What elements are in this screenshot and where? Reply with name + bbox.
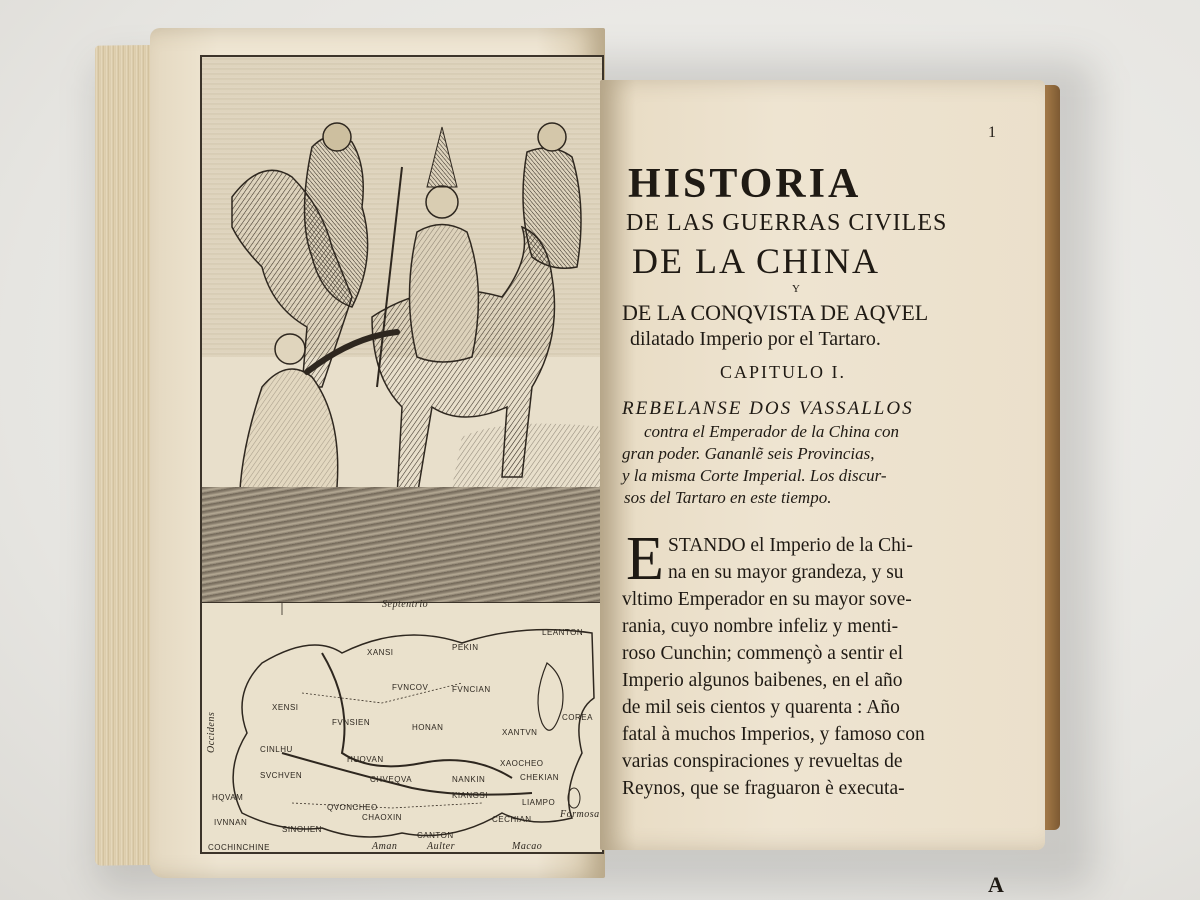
chapter-summary-line: gran poder. Gananlẽ seis Provincias, [622,444,875,463]
map-region: Formosa [560,809,600,820]
map-region: COREA [562,713,593,722]
title-line-5: dilatado Imperio por el Tartaro. [630,328,881,350]
chapter-summary-line: y la misma Corte Imperial. Los discur- [622,466,887,485]
chapter-summary-line: sos del Tartaro en este tiempo. [624,488,832,507]
body-text-line: de mil seis cientos y quarenta : Año [622,697,900,718]
title-line-4: DE LA CONQVISTA DE AQVEL [622,300,929,325]
map-region: SVCHVEN [260,771,303,780]
drop-cap-letter: E [626,525,664,593]
body-text-line: Imperio algunos baibenes, en el año [622,670,903,691]
map-region: HQVAM [212,793,244,802]
china-map [202,599,602,853]
map-label-west: Occidens [206,711,217,753]
map-region: HONAN [412,723,444,732]
body-text-line: na en su mayor grandeza, y su [668,562,904,583]
engraving-ground [202,487,602,617]
folio-mark: 1 [988,124,996,141]
map-region: COCHINCHINE [208,843,270,852]
map-region: SINOHEN [282,825,322,834]
body-text-line: vltimo Emperador en su mayor sove- [622,589,912,610]
body-text-line: rania, cuyo nombre infeliz y menti- [622,616,899,637]
map-region: KIANGSI [452,791,488,800]
map-region: CECHIAN [492,815,532,824]
frontispiece-engraving [200,55,604,854]
body-text-line: varias conspiraciones y revueltas de [622,751,903,772]
title-line-3: DE LA CHINA [632,241,880,281]
map-region: LIAMPO [522,798,556,807]
map-region: HUQVAN [347,755,384,764]
body-text-line: roso Cunchin; commençò a sentir el [622,643,904,664]
signature-mark: A [988,872,1004,897]
title-line-2: DE LAS GUERRAS CIVILES [626,210,948,236]
map-region: CANTON [417,831,454,840]
chapter-summary-line: contra el Emperador de la China con [644,422,899,441]
chapter-summary-line: REBELANSE DOS VASSALLOS [622,398,914,419]
map-region: Macao [512,841,543,852]
map-region: CHAOXIN [362,813,402,822]
map-region: FVNSIEN [332,718,371,727]
map-region: CINLHU [260,745,293,754]
map-label-north: Septentrio [382,599,429,610]
title-conjunction: Y [792,283,800,295]
body-text-line: fatal à muchos Imperios, y famoso con [622,724,925,745]
map-outline [202,603,602,853]
map-region: CHEKIAN [520,773,560,782]
map-region: Aulter [427,841,455,852]
map-region: LEANTON [542,628,584,637]
title-main: HISTORIA [628,161,862,207]
map-region: XENSI [272,703,299,712]
map-region: FVNCIAN [452,685,491,694]
map-region: Aman [372,841,398,852]
map-region: NANKIN [452,775,486,784]
map-region: FVNCOV [392,683,429,692]
map-region: XANTVN [502,728,538,737]
body-text-line: STANDO el Imperio de la Chi- [668,535,913,556]
body-text-line: Reynos, que se fraguaron è executa- [622,778,905,799]
map-region: XANSI [367,648,394,657]
chapter-heading: CAPITULO I. [720,362,846,382]
map-region: CHVEQVA [370,775,413,784]
map-region: IVNNAN [214,818,248,827]
map-region: PEKIN [452,643,479,652]
map-region: QVONCHEO [327,803,378,812]
map-region: XAOCHEO [500,759,544,768]
